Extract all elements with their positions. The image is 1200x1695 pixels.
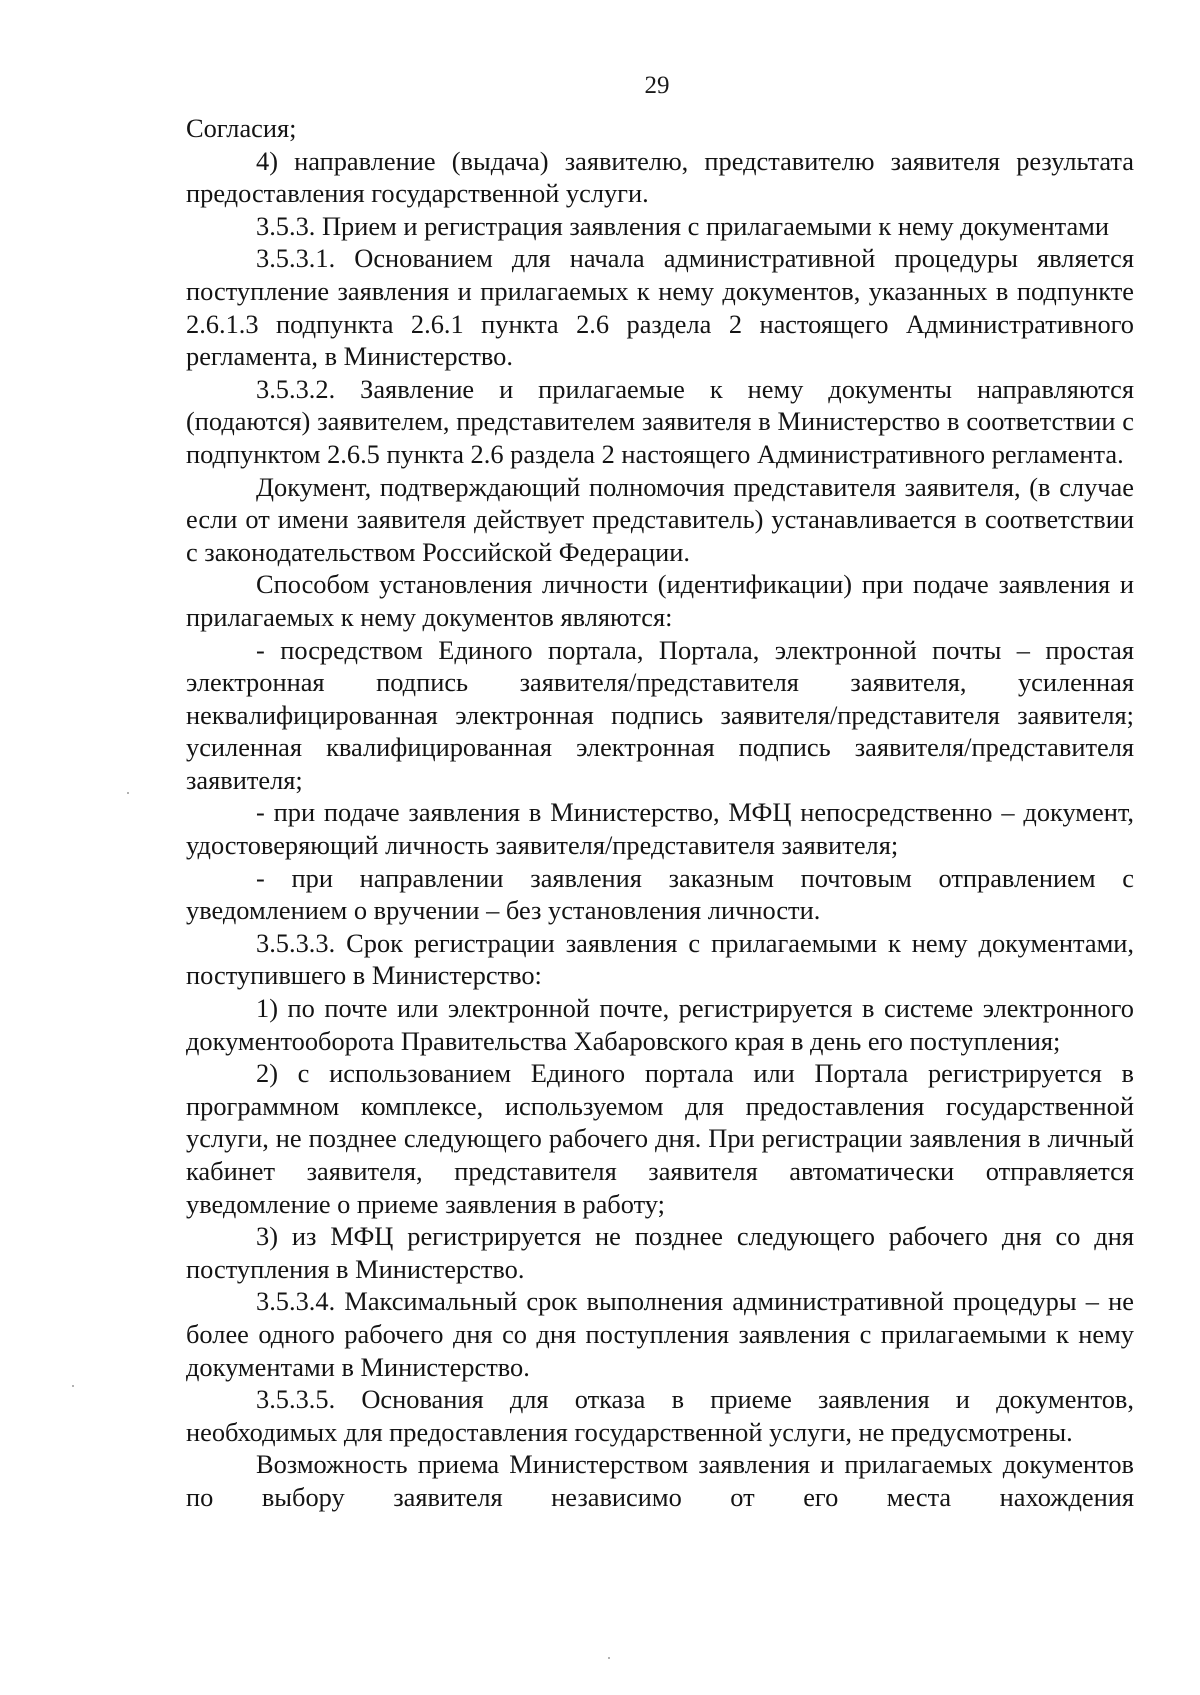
paragraph: 3.5.3. Прием и регистрация заявления с прилагаемыми к нему документами — [256, 210, 1109, 241]
paragraph: 3) из МФЦ регистрируется не позднее следующего рабочего дня со дня поступления в Министерство. — [186, 1221, 1134, 1284]
paragraph: - посредством Единого портала, Портала, электронной почты – простая электронная подпись заявителя/представителя заявителя, усиленная неквалифицированная электронная подпись заявителя/представителя заявителя; усиленная квалифицированная электронная подпись заявителя/представителя заявителя; — [186, 634, 1134, 795]
page-number: 29 — [644, 72, 670, 99]
scan-speck — [72, 1385, 74, 1387]
paragraph: - при подаче заявления в Министерство, МФЦ непосредственно – документ, удостоверяющий личность заявителя/представителя заявителя; — [186, 797, 1134, 861]
paragraph: 3.5.3.5. Основания для отказа в приеме заявления и документов, необходимых для предоставления государственной услуги, не предусмотрены. — [186, 1384, 1134, 1447]
paragraph: 3.5.3.3. Срок регистрации заявления с прилагаемыми к нему документами, поступившего в Министерство: — [186, 927, 1134, 991]
paragraph: Документ, подтверждающий полномочия представителя заявителя, (в случае если от имени заявителя действует представитель) устанавливается в соответствии с законодательством Российской Федерации. — [186, 471, 1134, 567]
paragraph: Возможность приема Министерством заявления и прилагаемых документов по выбору заявителя независимо от его места нахождения — [186, 1449, 1134, 1512]
paragraph: Способом установления личности (идентификации) при подаче заявления и прилагаемых к нему документов являются: — [186, 569, 1134, 632]
scan-speck — [608, 1657, 610, 1659]
paragraph: 3.5.3.2. Заявление и прилагаемые к нему документы направляются (подаются) заявителем, представителем заявителя в Министерство в соответствии с подпунктом 2.6.5 пункта 2.6 раздела 2 настоящего Административного регламента. — [186, 373, 1134, 469]
document-body — [186, 112, 1134, 1514]
paragraph: 4) направление (выдача) заявителю, представителю заявителя результата предоставления государственной услуги. — [186, 145, 1134, 209]
paragraph: Согласия; — [186, 113, 297, 143]
paragraph: 3.5.3.1. Основанием для начала административной процедуры является поступление заявления и прилагаемых к нему документов, указанных в подпункте 2.6.1.3 подпункта 2.6.1 пункта 2.6 раздела 2 настоящего Административного регламента, в Министерство. — [186, 243, 1134, 372]
paragraph: 1) по почте или электронной почте, регистрируется в системе электронного документооборота Правительства Хабаровского края в день его поступления; — [186, 993, 1134, 1056]
paragraph: 3.5.3.4. Максимальный срок выполнения административной процедуры – не более одного рабочего дня со дня поступления заявления с прилагаемыми к нему документами в Министерство. — [186, 1286, 1134, 1382]
scan-speck — [127, 792, 129, 794]
paragraph: - при направлении заявления заказным почтовым отправлением с уведомлением о вручении – без установления личности. — [186, 862, 1134, 926]
paragraph: 2) с использованием Единого портала или Портала регистрируется в программном комплексе, используемом для предоставления государственной услуги, не позднее следующего рабочего дня. При регистрации заявления в личный кабинет заявителя, представителя заявителя автоматически отправляется уведомление о приеме заявления в работу; — [186, 1058, 1134, 1219]
